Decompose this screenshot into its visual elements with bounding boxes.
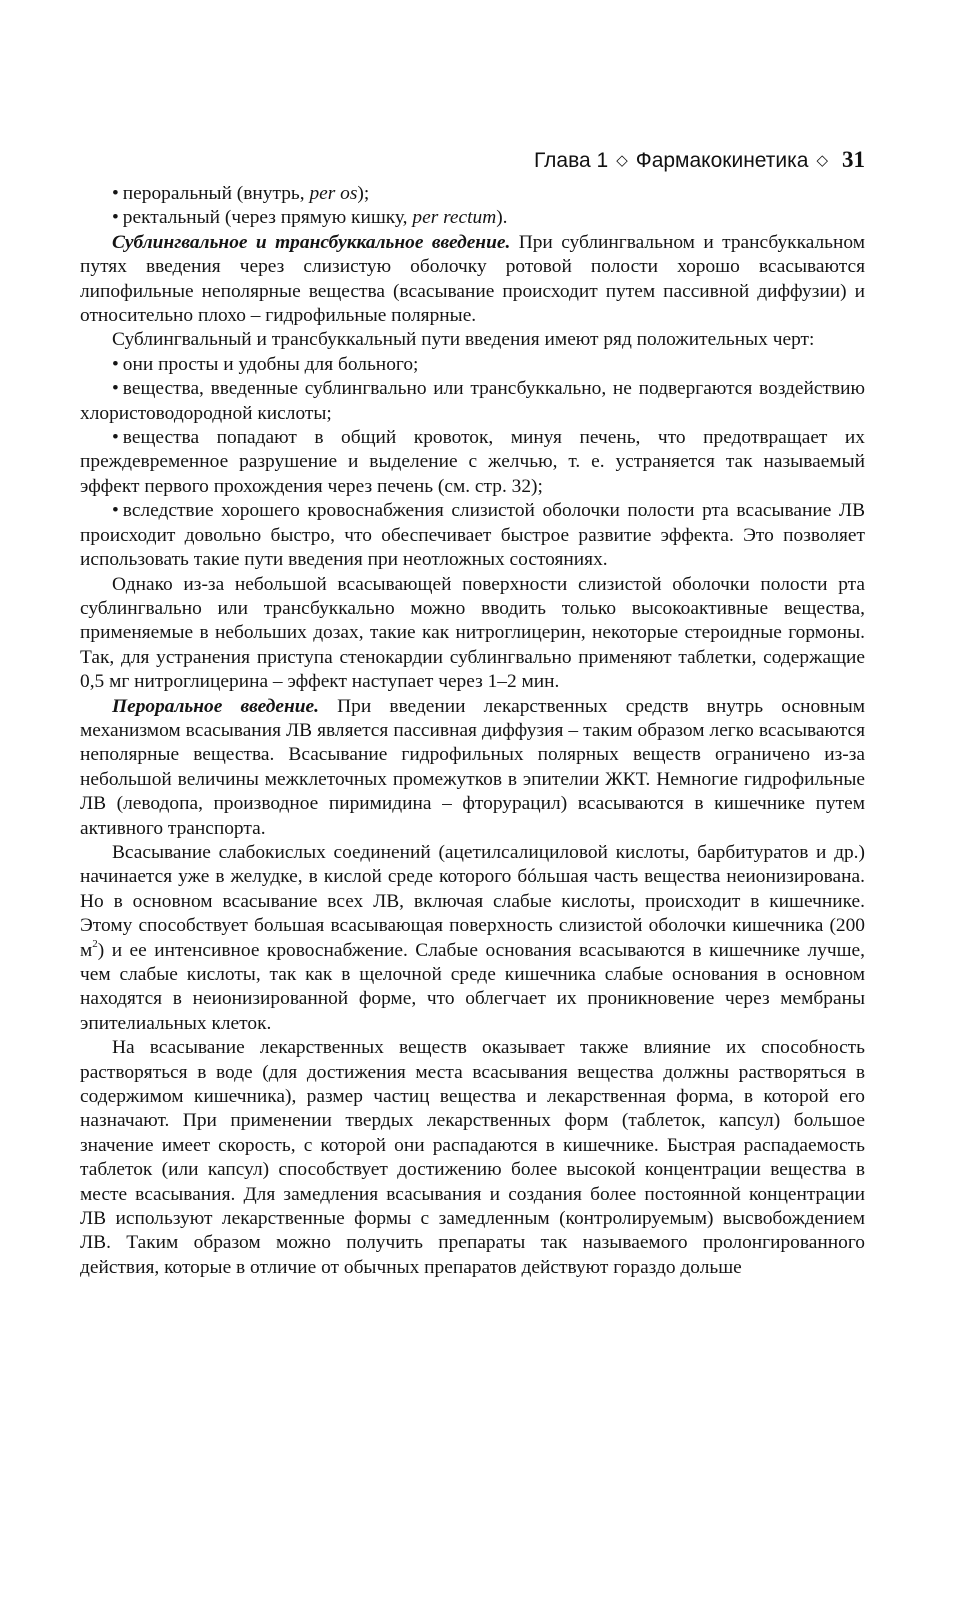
bullet-icon: • bbox=[112, 353, 119, 375]
paragraph-text: При введении лекарственных средств внутрь основным механизмом всасывания ЛВ является пассивная диффузия – таким образом легко всасываются неполярные вещества. Всасывание гидрофильных полярных веществ ограничено из-за небольшой величины межклеточных промежутков в эпителии ЖКТ. Немногие гидрофильные ЛВ (леводопа, производное пиримидина – фторурацил) всасываются в кишечнике путем активного транспорта. bbox=[80, 695, 865, 839]
chapter-label: Глава 1 bbox=[533, 149, 609, 172]
latin-term: per os bbox=[309, 183, 358, 204]
list-item bbox=[80, 377, 865, 426]
paragraph bbox=[80, 231, 865, 329]
list-item-text: ). bbox=[496, 207, 508, 229]
bullet-icon: • bbox=[112, 207, 119, 229]
section-lead: Сублингвальное и трансбуккальное введение. bbox=[112, 231, 511, 253]
paragraph-text: Всасывание слабокислых соединений (ацетилсалициловой кислоты, барбитуратов и др.) начинается уже в желудке, в кислой среде которого бóльшая часть вещества неионизирована. Но в основном всасывание всех ЛВ, включая слабые кислоты, происходит в кишечнике. Этому способствует большая всасывающая поверхность слизистой оболочки кишечника (200 м bbox=[80, 841, 865, 961]
bullet-icon: • bbox=[112, 500, 119, 522]
running-head bbox=[80, 147, 865, 176]
diamond-icon: ◇ bbox=[816, 152, 828, 169]
list-item-text: пероральный (внутрь, bbox=[122, 183, 310, 204]
paragraph: На всасывание лекарственных веществ оказывает также влияние их способность растворяться в воде (для достижения места всасывания вещества должны растворяться в содержимом кишечника), размер частиц вещества и лекарственная форма, в которой его назначают. При применении твердых лекарственных форм (таблеток, капсул) большое значение имеет скорость, с которой они распадаются в кишечнике. Быстрая распадаемость таблеток (или капсул) способствует достижению более высокой концентрации вещества в месте всасывания. Для замедления всасывания и создания более постоянной концентрации ЛВ используют лекарственные формы с замедленным (контролируемым) высвобождением ЛВ. Таким образом можно получить препараты так называемого пролонгированного действия, которые в отличие от обычных препаратов действуют гораздо дольше bbox=[80, 1037, 865, 1278]
list-item-text: ); bbox=[357, 183, 370, 204]
list-item bbox=[80, 353, 865, 377]
chapter-title: Фармакокинетика bbox=[635, 149, 809, 172]
paragraph-text: ) и ее интенсивное кровоснабжение. Слабые основания всасываются в кишечнике лучше, чем слабые кислоты, так как в щелочной среде кишечника слабые основания в основном находятся в неионизированной форме, что облегчает их проникновение через мембраны эпителиальных клеток. bbox=[80, 939, 865, 1034]
section-lead: Пероральное введение. bbox=[112, 695, 319, 717]
bullet-icon: • bbox=[112, 183, 119, 204]
diamond-icon: ◇ bbox=[616, 152, 628, 169]
list-item-text: вещества, введенные сублингвально или трансбуккально, не подвергаются воздействию хлористоводородной кислоты; bbox=[80, 378, 865, 424]
list-item-text: ректальный (через прямую кишку, bbox=[122, 207, 413, 229]
paragraph-text: При сублингвальном и трансбуккальном путях введения через слизистую оболочку ротовой полости хорошо всасываются липофильные неполярные вещества (всасывание происходит путем пассивной диффузии) и относительно плохо – гидрофильные полярные. bbox=[80, 231, 865, 327]
list-item bbox=[80, 499, 865, 572]
list-item bbox=[80, 182, 865, 206]
page-number: 31 bbox=[842, 147, 865, 172]
list-item-text: они просты и удобны для больного; bbox=[122, 353, 419, 375]
body-text bbox=[80, 182, 865, 1280]
paragraph bbox=[80, 841, 865, 1036]
list-item-text: вследствие хорошего кровоснабжения слизистой оболочки полости рта всасывание ЛВ происходит довольно быстро, что обеспечивает быстрое развитие эффекта. Это позволяет использовать такие пути введения при неотложных состояниях. bbox=[80, 500, 865, 571]
paragraph bbox=[80, 695, 865, 841]
paragraph: Однако из-за небольшой всасывающей поверхности слизистой оболочки полости рта сублингвально или трансбуккально можно вводить только высокоактивные вещества, применяемые в небольших дозах, такие как нитроглицерин, некоторые стероидные гормоны. Так, для устранения приступа стенокардии сублингвально применяют таблетки, содержащие 0,5 мг нитроглицерина – эффект наступает через 1–2 мин. bbox=[80, 573, 865, 693]
bullet-icon: • bbox=[112, 427, 119, 449]
latin-term: per rectum bbox=[412, 207, 497, 229]
bullet-icon: • bbox=[112, 378, 119, 400]
superscript: 2 bbox=[92, 938, 98, 951]
list-item-text: вещества попадают в общий кровоток, минуя печень, что предотвращает их преждевременное разрушение и выделение с желчью, т. е. устраняется так называемый эффект первого прохождения через печень (см. стр. 32); bbox=[80, 427, 865, 497]
list-item bbox=[80, 206, 865, 230]
list-item bbox=[80, 426, 865, 499]
paragraph: Сублингвальный и трансбуккальный пути введения имеют ряд положительных черт: bbox=[112, 329, 815, 351]
